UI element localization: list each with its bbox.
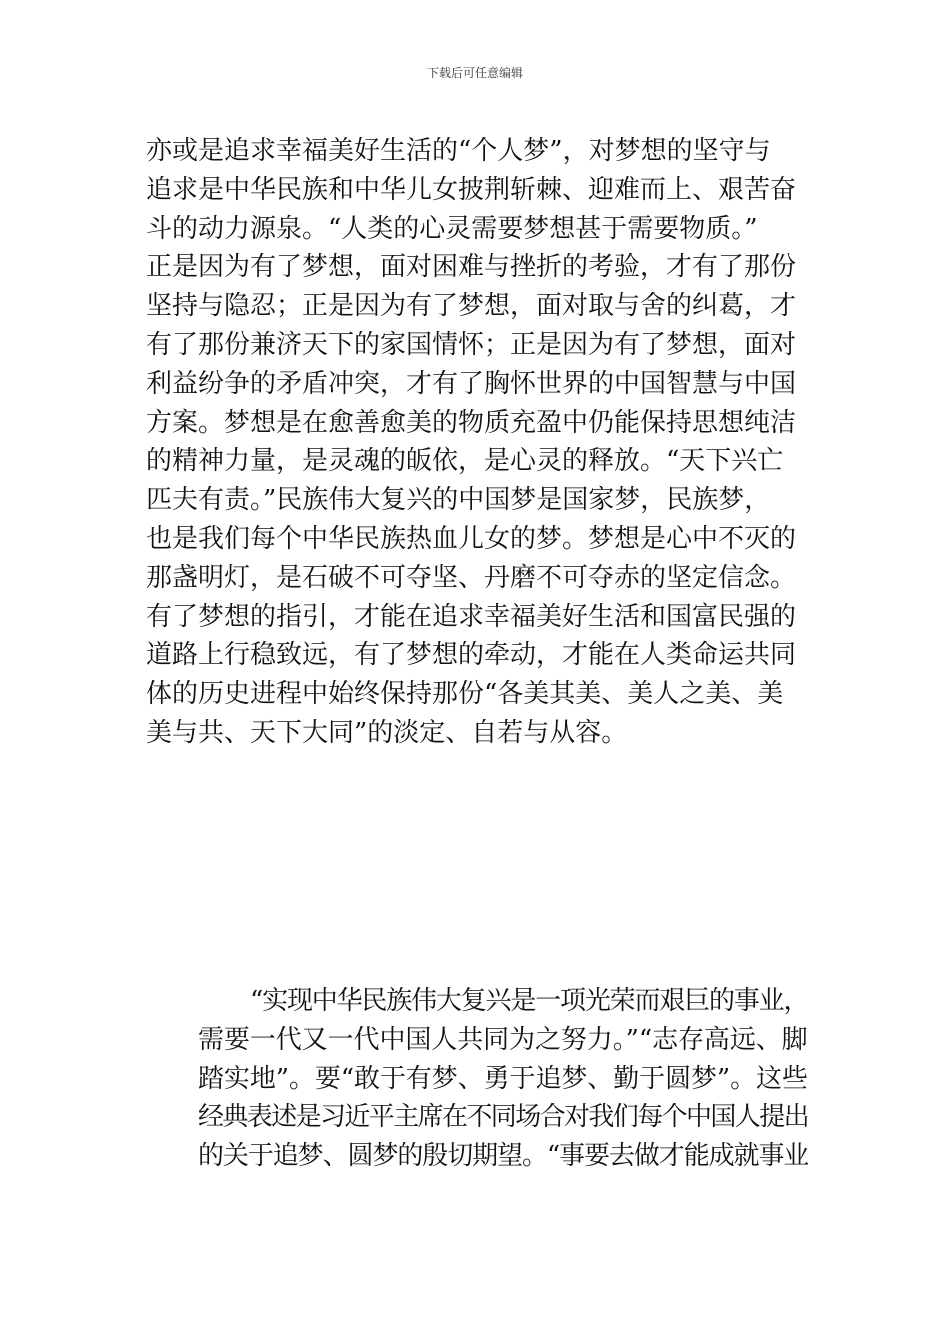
- text-line: “实现中华民族伟大复兴是一项光荣而艰巨的事业，: [250, 986, 808, 1016]
- text-line: 的关于追梦、圆梦的殷切期望。“事要去做才能成就事业: [198, 1141, 808, 1172]
- text-line: 道路上行稳致远，有了梦想的牵动，才能在人类命运共同: [146, 640, 797, 671]
- text-line: 匹夫有责。”民族伟大复兴的中国梦是国家梦，民族梦，: [146, 485, 771, 516]
- text-line: 正是因为有了梦想，面对困难与挫折的考验，才有了那份: [146, 252, 797, 283]
- text-line: 体的历史进程中始终保持那份“各美其美、美人之美、美: [146, 679, 784, 710]
- text-line: 的精神力量，是灵魂的皈依，是心灵的释放。“天下兴亡: [146, 446, 784, 477]
- text-line: 利益纷争的矛盾冲突，才有了胸怀世界的中国智慧与中国: [146, 368, 797, 399]
- text-line: 美与共、天下大同”的淡定、自若与从容。: [146, 717, 628, 748]
- text-line: 踏实地”。要“敢于有梦、勇于追梦、勤于圆梦”。这些: [198, 1063, 808, 1094]
- paragraph-2: [146, 982, 808, 1176]
- text-line: 斗的动力源泉。“人类的心灵需要梦想甚于需要物质。”: [146, 213, 758, 244]
- text-line: 追求是中华民族和中华儿女披荆斩棘、迎难而上、艰苦奋: [146, 174, 797, 205]
- text-line: 亦或是追求幸福美好生活的“个人梦”，对梦想的坚守与: [146, 136, 771, 166]
- text-line: 坚持与隐忍；正是因为有了梦想，面对取与舍的纠葛，才: [146, 291, 797, 322]
- text-line: 经典表述是习近平主席在不同场合对我们每个中国人提出: [198, 1102, 808, 1133]
- text-line: 方案。梦想是在愈善愈美的物质充盈中仍能保持思想纯洁: [146, 407, 797, 438]
- text-line: 需要一代又一代中国人共同为之努力。”“志存高远、脚: [198, 1024, 808, 1055]
- text-line: 那盏明灯，是石破不可夺坚、丹磨不可夺赤的坚定信念。: [146, 562, 797, 593]
- paragraph-1: [146, 132, 808, 753]
- page-header: 下载后可任意编辑: [426, 66, 523, 80]
- text-line: 有了那份兼济天下的家国情怀；正是因为有了梦想，面对: [146, 329, 797, 360]
- text-line: 有了梦想的指引，才能在追求幸福美好生活和国富民强的: [146, 601, 797, 632]
- text-line: 也是我们每个中华民族热血儿女的梦。梦想是心中不灭的: [146, 523, 797, 554]
